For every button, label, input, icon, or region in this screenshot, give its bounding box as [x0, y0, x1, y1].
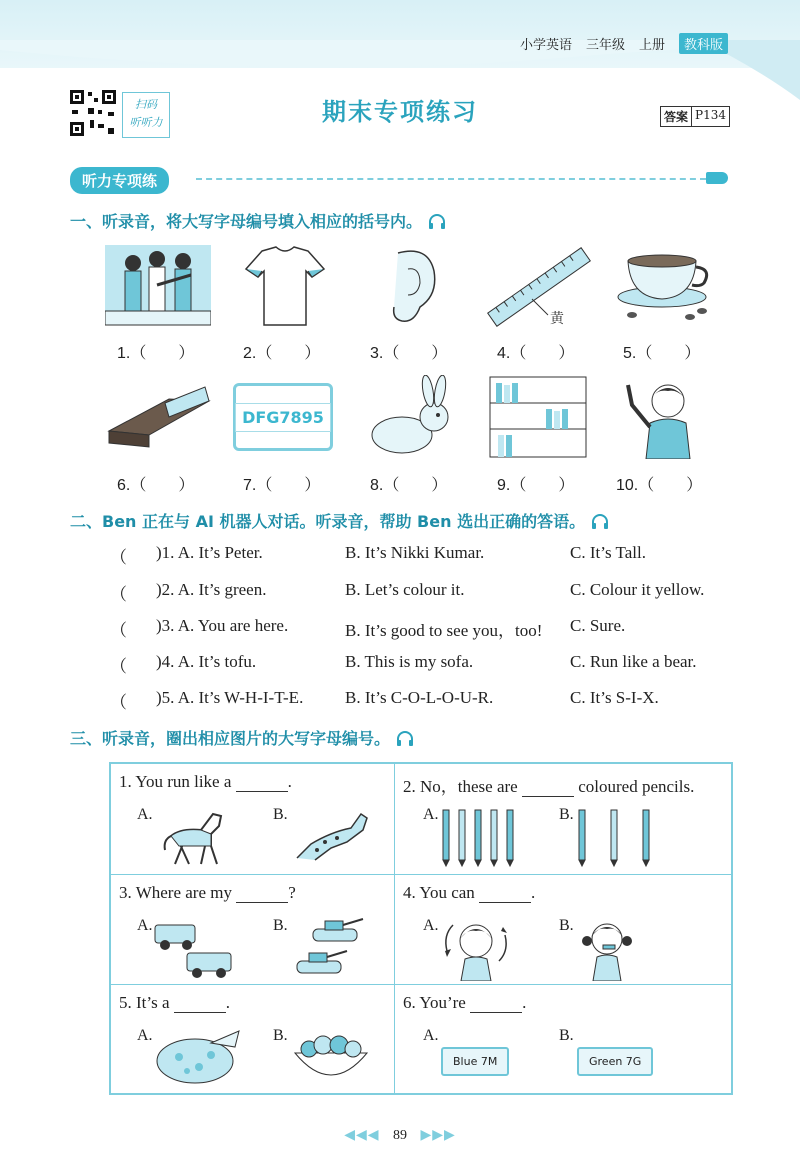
- question-cell-3: [111, 875, 395, 985]
- option-a: )2. A. It’s green.: [156, 580, 267, 599]
- answer-blank: [522, 796, 574, 797]
- prompt-end: .: [225, 993, 231, 1012]
- item-label-2: 2.（ ）: [243, 345, 321, 362]
- option-c: C. It’s Tall.: [570, 543, 646, 562]
- dialog-question-1: [110, 543, 750, 565]
- option-b-label[interactable]: B.: [559, 806, 574, 823]
- dialog-question-2: [110, 580, 750, 602]
- option-a-label[interactable]: A.: [423, 1027, 439, 1044]
- next-arrows-icon: ▶▶▶: [420, 1128, 456, 1143]
- prompt-end: .: [287, 772, 292, 791]
- item-label-4: 4.（ ）: [497, 345, 575, 362]
- ticket-a-text: Blue 7M: [453, 1055, 498, 1068]
- pencil-decoration-icon: [706, 172, 728, 184]
- ticket-blue-icon[interactable]: [441, 1047, 509, 1076]
- section-divider: [196, 178, 706, 180]
- option-c: C. It’s S-I-X.: [570, 688, 659, 707]
- option-a-label[interactable]: A.: [137, 806, 153, 823]
- answer-page: P134: [695, 108, 726, 122]
- chocolate-bar-icon: [105, 375, 211, 459]
- part3-heading-text: 三、听录音，圈出相应图片的大写字母编号。: [70, 729, 391, 748]
- picture-choice-grid: [109, 762, 733, 1095]
- option-c: C. Sure.: [570, 616, 626, 635]
- license-plate-icon: [233, 383, 333, 451]
- question-cell-2: [395, 764, 731, 875]
- item-label-3: 3.（ ）: [370, 345, 448, 362]
- option-c: C. Run like a bear.: [570, 652, 697, 671]
- brushing-teeth-girl-icon[interactable]: [577, 915, 637, 981]
- coffee-cup-icon: [612, 245, 718, 329]
- bookshelf-icon: [486, 375, 592, 459]
- option-b-label[interactable]: B.: [273, 806, 288, 823]
- part2-heading: [70, 509, 609, 532]
- rabbit-icon: [358, 375, 464, 459]
- answer-blank: [479, 902, 531, 903]
- turning-head-girl-icon[interactable]: [441, 915, 511, 981]
- book-meta: [520, 33, 728, 54]
- option-b: B. Let’s colour it.: [345, 580, 465, 599]
- answer-bracket[interactable]: （: [110, 621, 127, 640]
- edition-badge: 教科版: [679, 33, 728, 54]
- answer-blank: [174, 1012, 226, 1013]
- option-b: B. It’s good to see you，too!: [345, 621, 543, 640]
- answer-bracket[interactable]: （: [110, 548, 127, 567]
- waving-boy-icon: [612, 375, 718, 459]
- question-prompt: [119, 883, 296, 903]
- license-plate-text: DFG7895: [235, 403, 331, 432]
- answer-blank: [470, 1012, 522, 1013]
- headphone-icon[interactable]: [428, 213, 446, 229]
- option-a-label[interactable]: A.: [137, 1027, 153, 1044]
- part3-heading: [70, 726, 414, 749]
- question-prompt: [119, 993, 230, 1013]
- item-label-7: 7.（ ）: [243, 477, 321, 494]
- part2-heading-text: 二、Ben 正在与 AI 机器人对话。听录音，帮助 Ben 选出正确的答语。: [70, 512, 586, 531]
- horse-icon[interactable]: [161, 806, 233, 868]
- question-prompt: [403, 993, 526, 1013]
- prompt-end: .: [531, 883, 536, 902]
- item-label-8: 8.（ ）: [370, 477, 448, 494]
- option-a-label[interactable]: A.: [423, 806, 439, 823]
- prompt-text: 5. It’s a: [119, 993, 174, 1012]
- volume-label: 上册: [638, 38, 665, 53]
- item-label-5: 5.（ ）: [623, 345, 701, 362]
- option-b-label[interactable]: B.: [559, 917, 574, 934]
- dialog-question-3: [110, 616, 750, 638]
- question-cell-6: [395, 985, 731, 1093]
- grade-label: 三年级: [585, 38, 625, 53]
- question-cell-1: [111, 764, 395, 875]
- headphone-icon[interactable]: [591, 513, 609, 529]
- prompt-text: 6. You’re: [403, 993, 471, 1012]
- subject-label: 小学英语: [519, 38, 572, 53]
- prompt-text: 2. No，these are: [403, 777, 522, 796]
- ear-icon: [358, 245, 464, 329]
- dialog-question-4: [110, 652, 750, 674]
- prev-arrows-icon: ◀◀◀: [344, 1128, 380, 1143]
- question-cell-5: [111, 985, 395, 1093]
- jeeps-icon[interactable]: [151, 919, 241, 981]
- prompt-end: ?: [288, 883, 296, 902]
- option-a: )5. A. It’s W-H-I-T-E.: [156, 688, 304, 707]
- answer-blank: [236, 902, 288, 903]
- prompt-text: 1. You run like a: [119, 772, 236, 791]
- option-b-label[interactable]: B.: [559, 1027, 574, 1044]
- five-pencils-icon[interactable]: [439, 806, 519, 868]
- prompt-end: .: [522, 993, 527, 1012]
- option-c: C. Colour it yellow.: [570, 580, 705, 599]
- option-b: B. It’s Nikki Kumar.: [345, 543, 485, 562]
- answer-bracket[interactable]: （: [110, 657, 127, 676]
- listen-text: 听听力: [129, 116, 163, 129]
- option-b-label[interactable]: B.: [273, 1027, 288, 1044]
- band-musicians-icon: [105, 245, 211, 329]
- prompt-end: coloured pencils.: [573, 777, 695, 796]
- three-pencils-icon[interactable]: [575, 806, 655, 868]
- prompt-text: 3. Where are my: [119, 883, 237, 902]
- item-label-9: 9.（ ）: [497, 477, 575, 494]
- answer-bracket[interactable]: （: [110, 585, 127, 604]
- ruler-color-label: 黄: [550, 311, 564, 327]
- option-b: B. It’s C-O-L-O-U-R.: [345, 688, 494, 707]
- option-a: )4. A. It’s tofu.: [156, 652, 257, 671]
- option-a-label[interactable]: A.: [137, 917, 153, 934]
- page-number: 89: [393, 1128, 407, 1143]
- option-a: )1. A. It’s Peter.: [156, 543, 263, 562]
- prompt-text: 4. You can: [403, 883, 480, 902]
- item-label-6: 6.（ ）: [117, 477, 195, 494]
- answer-blank: [236, 791, 288, 792]
- dialog-question-5: [110, 688, 750, 710]
- t-shirt-icon: [232, 245, 338, 329]
- answer-label: 答案: [661, 107, 692, 126]
- option-b-label[interactable]: B.: [273, 917, 288, 934]
- question-prompt: [403, 772, 694, 797]
- pizza-icon[interactable]: [155, 1027, 241, 1087]
- answer-reference: [660, 106, 730, 127]
- question-cell-4: [395, 875, 731, 985]
- option-b: B. This is my sofa.: [345, 652, 474, 671]
- section-label: 听力专项练: [70, 167, 169, 194]
- tanks-icon[interactable]: [289, 915, 379, 981]
- part1-heading-text: 一、听录音，将大写字母编号填入相应的括号内。: [70, 212, 423, 231]
- item-label-1: 1.（ ）: [117, 345, 195, 362]
- scan-text: 扫码: [135, 98, 157, 111]
- item-label-10: 10.（ ）: [616, 477, 703, 494]
- question-prompt: [403, 883, 535, 903]
- question-prompt: [119, 772, 292, 792]
- ruler-icon: [486, 245, 592, 329]
- ticket-green-icon[interactable]: [577, 1047, 653, 1076]
- ticket-b-text: Green 7G: [589, 1055, 642, 1068]
- salad-bowl-icon[interactable]: [291, 1027, 371, 1087]
- answer-bracket[interactable]: （: [110, 693, 127, 712]
- leopard-icon[interactable]: [291, 808, 371, 868]
- headphone-icon[interactable]: [396, 730, 414, 746]
- option-a: )3. A. You are here.: [156, 616, 289, 635]
- part1-heading: [70, 209, 446, 232]
- page-footer: [0, 1127, 800, 1144]
- option-a-label[interactable]: A.: [423, 917, 439, 934]
- page-title: 期末专项练习: [322, 98, 478, 126]
